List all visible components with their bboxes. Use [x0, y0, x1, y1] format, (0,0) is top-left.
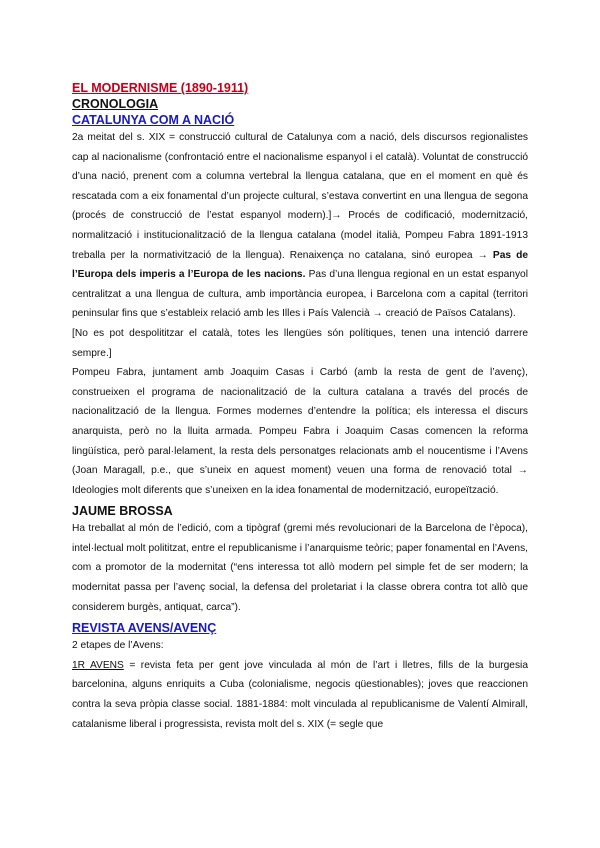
- paragraph-fabra: Pompeu Fabra, juntament amb Joaquim Casas i Carbó (amb la resta de gent de l’avenç), construeixen el programa de nacionalització de la cultura catalana a través del procés de nacionalització de la llengua. Formes modernes d’entendre la política; els interessa el discurs anarquista, però no la lluita armada. Pompeu Fabra i Joaquim Casas comencen la reforma lingüística, però paral·lelament, la resta dels personatges relacionats amb el noucentisme i l’Avens (Joan Maragall, p.e., que s’uneix en aquest moment) veuen una forma de renovació total → Ideologies molt diferents que s’uneixen en la idea fonamental de modernització, europeïtzació.: [72, 367, 528, 496]
- primer-avens-label: 1R AVENS: [72, 659, 124, 671]
- section-heading-cronologia: CRONOLOGIA: [72, 97, 159, 111]
- paragraph-etapes: 2 etapes de l’Avens:: [72, 640, 164, 652]
- paragraph-brossa: Ha treballat al món de l’edició, com a tipògraf (gremi més revolucionari de la Barcelona de l’època), intel·lectual molt polititzat, entre el republicanisme i l’anarquisme teòric; paper fonamental en l’Avens, com a promotor de la modernitat (“ens interessa tot allò modern pel simple fet de ser modern; la modernitat passa per l’avenç social, la defensa del proletariat i la classe obrera contra tot allò que considerem burgès, antiquat, carca”).: [72, 523, 528, 613]
- section-heading-catalunya: CATALUNYA COM A NACIÓ: [72, 113, 235, 127]
- section-heading-brossa: JAUME BROSSA: [72, 504, 173, 519]
- paragraph-catalunya-text-a: 2a meitat del s. XIX = construcció cultural de Catalunya com a nació, dels discursos regionalistes cap al nacionalisme (confrontació entre el nacionalisme espanyol i el català). Voluntat de construcció d’una nació, prenent com a columna vertebral la llengua catalana, que en el moment en què és rescatada com a eix fonamental d’un projecte cultural, s’estava convertint en una llengua de segona (procés de construcció de l’estat espanyol modern).]→ Procés de codificació, modernització, normalització i institucionalització de la llengua catalana (model italià, Pompeu Fabra 1891-1913 treballa per la normativització de la llengua). Renaixença no catalana, sinó europea →: [72, 132, 528, 261]
- paragraph-note: [No es pot despolititzar el català, totes les llengües són polítiques, tenen una intenció darrere sempre.]: [72, 327, 528, 359]
- paragraph-catalunya-text-c: Pas d’una llengua regional en un estat espanyol centralitzat a una llengua de cultura, amb importància europea, i Barcelona com a capital (territori peninsular fins que s’estableix relació amb les Illes i País Valencià → creació de Països Catalans).: [72, 269, 528, 320]
- paragraph-primer-avens: [72, 656, 528, 734]
- section-heading-revista: REVISTA AVENS/AVENÇ: [72, 621, 217, 636]
- primer-avens-text: = revista feta per gent jove vinculada al món de l’art i lletres, fills de la burgesia barcelonina, alguns enriquits a Cuba (colonialisme, negocis qüestionables); joves que reaccionen contra la seva pròpia classe social. 1881-1884: molt vinculada al republicanisme de Valentí Almirall, catalanisme liberal i progressista, revista molt del s. XIX (= segle que: [72, 659, 528, 730]
- paragraph-catalunya-bold: Pas de l’Europa dels imperis a l’Europa de les nacions.: [72, 249, 528, 281]
- document-title: EL MODERNISME (1890-1911): [72, 81, 249, 95]
- paragraph-catalunya: [72, 128, 528, 324]
